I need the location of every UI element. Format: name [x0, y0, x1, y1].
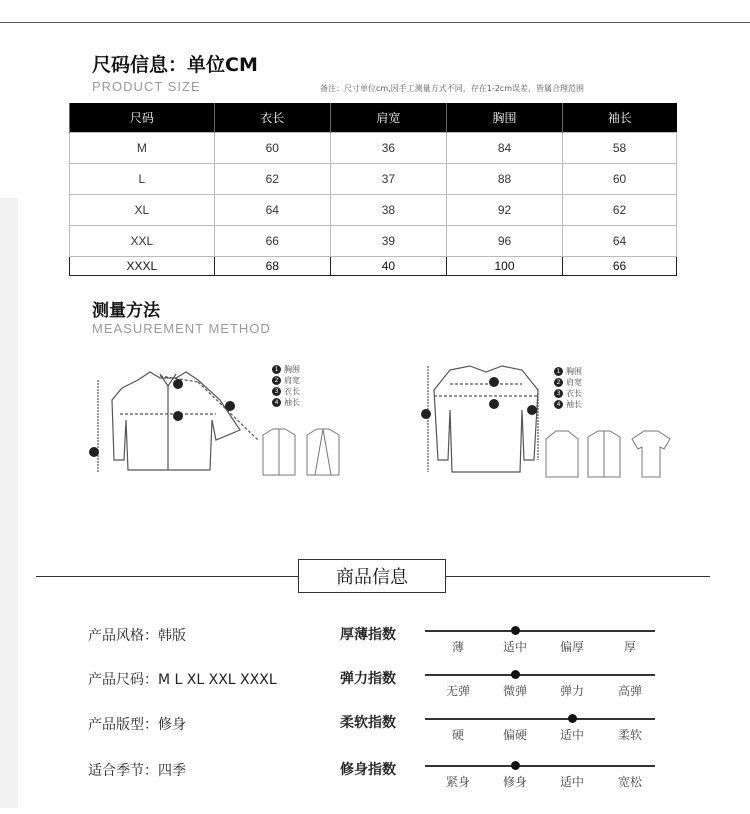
- attr-style: 产品风格：韩版: [88, 628, 186, 644]
- table-cell: 36: [330, 133, 446, 164]
- legend-item: [554, 366, 582, 377]
- table-cell: 62: [214, 164, 330, 195]
- attr-fit: 产品版型：修身: [88, 717, 186, 733]
- index-option: 无弹: [445, 684, 470, 698]
- legend-label: 衣长: [284, 387, 300, 396]
- index-option: 高弹: [617, 684, 642, 698]
- legend-label: 胸围: [566, 367, 582, 376]
- legend-number: 2: [272, 376, 281, 385]
- table-cell: 39: [330, 226, 446, 257]
- table-cell: 66: [214, 226, 330, 257]
- table-cell: 64: [214, 195, 330, 226]
- index-scale-line: [425, 674, 655, 676]
- table-row: [70, 195, 677, 226]
- legend-item: [554, 399, 582, 410]
- index-label: 柔软指数: [340, 715, 396, 731]
- table-cell: 60: [563, 164, 677, 195]
- index-marker: [511, 626, 520, 635]
- attr-size: 产品尺码：M L XL XXL XXXL: [88, 672, 277, 688]
- legend-label: 袖长: [566, 400, 582, 409]
- index-label: 弹力指数: [340, 671, 396, 687]
- table-header-cell: 胸围: [446, 103, 562, 133]
- measurement-subtitle: MEASUREMENT METHOD: [92, 321, 271, 336]
- left-shade: [0, 198, 18, 808]
- index-option: 薄: [451, 640, 464, 654]
- index-option: 柔软: [617, 728, 642, 742]
- legend-number: 3: [272, 387, 281, 396]
- table-cell: 38: [330, 195, 446, 226]
- table-cell: 62: [563, 195, 677, 226]
- table-cell: 40: [330, 257, 446, 276]
- index-option: 修身: [502, 775, 527, 789]
- jacket-icons: [255, 425, 345, 485]
- legend-label: 衣长: [566, 389, 582, 398]
- table-cell: XL: [70, 195, 215, 226]
- index-scale-line: [425, 718, 655, 720]
- table-cell: 96: [446, 226, 562, 257]
- table-cell: 84: [446, 133, 562, 164]
- info-title: 商品信息: [298, 559, 446, 593]
- table-row: [70, 226, 677, 257]
- clothing-icons: [540, 425, 675, 485]
- size-note: 备注：尺寸单位cm,因手工测量方式不同，存在1-2cm误差，皆属合理范围: [320, 84, 584, 93]
- table-row: [70, 164, 677, 195]
- legend-number: 4: [554, 400, 563, 409]
- table-header-cell: 袖长: [563, 103, 677, 133]
- legend-number: 3: [554, 389, 563, 398]
- legend-right: [554, 366, 582, 410]
- legend-number: 2: [554, 378, 563, 387]
- table-cell: 92: [446, 195, 562, 226]
- table-row: [70, 133, 677, 164]
- table-header-cell: 尺码: [70, 103, 215, 133]
- shirt-illustration: [80, 360, 270, 490]
- index-option: 宽松: [617, 775, 642, 789]
- index-option: 适中: [559, 775, 584, 789]
- table-row: [70, 257, 677, 276]
- table-cell: 37: [330, 164, 446, 195]
- index-scale-line: [425, 765, 655, 767]
- size-subtitle: PRODUCT SIZE: [92, 79, 201, 94]
- legend-item: [272, 364, 300, 375]
- legend-item: [554, 377, 582, 388]
- legend-number: 4: [272, 398, 281, 407]
- index-option: 适中: [559, 728, 584, 742]
- table-header-cell: 肩宽: [330, 103, 446, 133]
- index-marker: [568, 714, 577, 723]
- size-title: 尺码信息：单位CM: [92, 54, 258, 76]
- index-option: 适中: [502, 640, 527, 654]
- table-cell: 66: [563, 257, 677, 276]
- legend-label: 胸围: [284, 365, 300, 374]
- index-option: 厚: [623, 640, 636, 654]
- table-cell: XXL: [70, 226, 215, 257]
- legend-item: [272, 397, 300, 408]
- legend-label: 肩宽: [284, 376, 300, 385]
- legend-item: [554, 388, 582, 399]
- table-cell: 88: [446, 164, 562, 195]
- index-option: 微弹: [502, 684, 527, 698]
- index-marker: [511, 761, 520, 770]
- sweater-illustration: [420, 360, 550, 485]
- info-divider-left: [36, 576, 298, 577]
- legend-number: 1: [554, 367, 563, 376]
- attr-season: 适合季节：四季: [88, 763, 186, 779]
- legend-left: [272, 364, 300, 408]
- index-option: 硬: [451, 728, 464, 742]
- legend-item: [272, 386, 300, 397]
- index-option: 偏厚: [559, 640, 584, 654]
- legend-label: 肩宽: [566, 378, 582, 387]
- index-label: 修身指数: [340, 762, 396, 778]
- index-option: 紧身: [445, 775, 470, 789]
- index-label: 厚薄指数: [340, 627, 396, 643]
- table-cell: 64: [563, 226, 677, 257]
- table-cell: L: [70, 164, 215, 195]
- table-cell: 100: [446, 257, 562, 276]
- table-header-cell: 衣长: [214, 103, 330, 133]
- size-table: [69, 103, 677, 276]
- top-divider: [0, 22, 750, 23]
- legend-item: [272, 375, 300, 386]
- index-scale-line: [425, 630, 655, 632]
- legend-label: 袖长: [284, 398, 300, 407]
- table-cell: XXXL: [70, 257, 215, 276]
- index-option: 弹力: [559, 684, 584, 698]
- index-marker: [511, 670, 520, 679]
- index-option: 偏硬: [502, 728, 527, 742]
- table-cell: 68: [214, 257, 330, 276]
- legend-number: 1: [272, 365, 281, 374]
- table-cell: 60: [214, 133, 330, 164]
- measurement-title: 测量方法: [92, 301, 160, 321]
- table-cell: M: [70, 133, 215, 164]
- table-cell: 58: [563, 133, 677, 164]
- info-divider-right: [444, 576, 710, 577]
